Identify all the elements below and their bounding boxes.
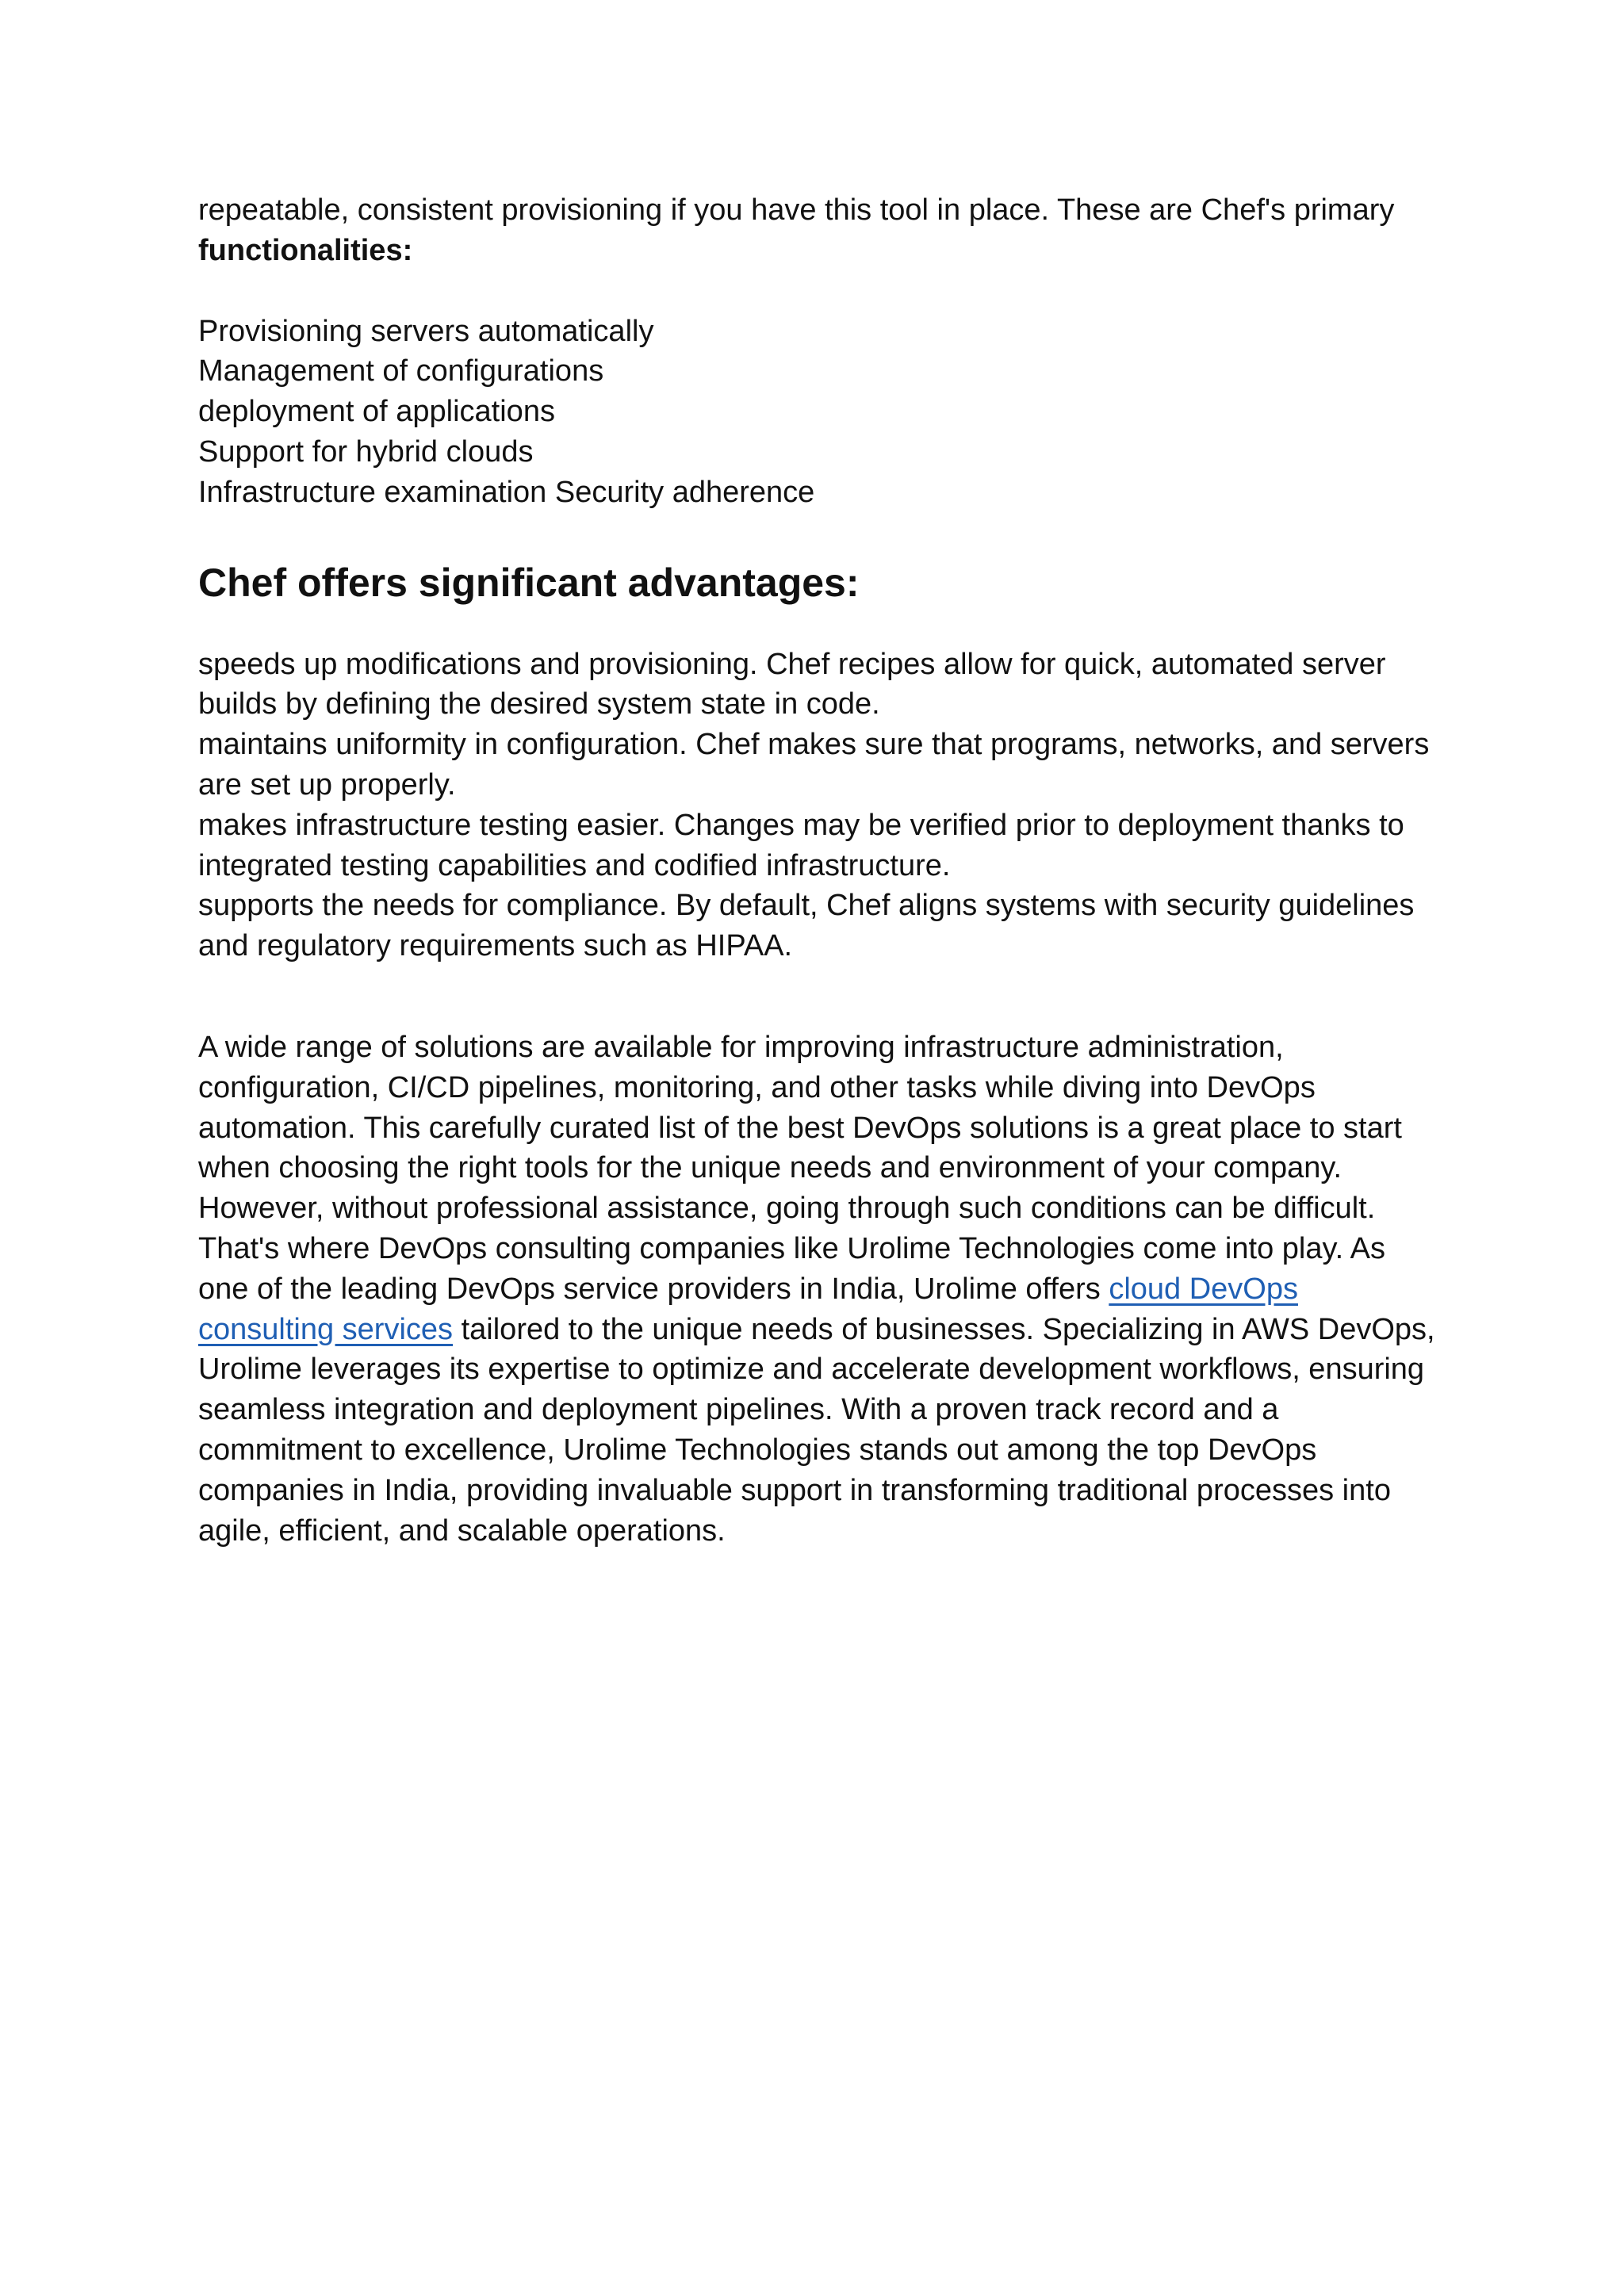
- closing-text-before-link: A wide range of solutions are available for improving infrastructure administration, configuration, CI/CD pipelines, monitoring, and other tasks while diving into DevOps automation. This carefully curated list of the best DevOps solutions is a great place to start when choosing the right tools for the unique needs and environment of your company. However, without professional assistance, going through such conditions can be difficult. That's where DevOps consulting companies like Urolime Technologies come into play. As one of the leading DevOps service providers in India, Urolime offers: [198, 1030, 1402, 1306]
- list-item: Management of configurations: [198, 354, 604, 388]
- advantage-paragraph: speeds up modifications and provisioning. Chef recipes allow for quick, automated server builds by defining the desired system state in code.: [198, 647, 1386, 721]
- functionalities-label: functionalities:: [198, 233, 413, 267]
- list-item: Provisioning servers automatically: [198, 314, 654, 348]
- cloud-devops-consulting-link[interactable]: cloud DevOps consulting services: [198, 1272, 1298, 1346]
- list-item: Infrastructure examination Security adherence: [198, 475, 815, 509]
- advantage-paragraph: supports the needs for compliance. By default, Chef aligns systems with security guidelines and regulatory requirements such as HIPAA.: [198, 889, 1415, 963]
- intro-paragraph: [198, 190, 1435, 271]
- section-heading: Chef offers significant advantages:: [198, 560, 860, 605]
- functionalities-list: [198, 312, 1435, 513]
- document-page: [198, 190, 1435, 1551]
- advantage-paragraph: makes infrastructure testing easier. Changes may be verified prior to deployment thanks to integrated testing capabilities and codified infrastructure.: [198, 808, 1404, 882]
- advantage-paragraph: maintains uniformity in configuration. Chef makes sure that programs, networks, and servers are set up properly.: [198, 728, 1430, 802]
- list-item: Support for hybrid clouds: [198, 434, 534, 469]
- advantages-list: [198, 645, 1435, 966]
- closing-text-after-link: tailored to the unique needs of businesses. Specializing in AWS DevOps, Urolime leverages its expertise to optimize and accelerate development workflows, ensuring seamless integration and deployment pipelines. With a proven track record and a commitment to excellence, Urolime Technologies stands out among the top DevOps companies in India, providing invaluable support in transforming traditional processes into agile, efficient, and scalable operations.: [198, 1312, 1435, 1548]
- list-item: deployment of applications: [198, 395, 555, 429]
- closing-paragraph: [198, 1027, 1435, 1551]
- intro-text: repeatable, consistent provisioning if you have this tool in place. These are Chef's primary: [198, 193, 1395, 227]
